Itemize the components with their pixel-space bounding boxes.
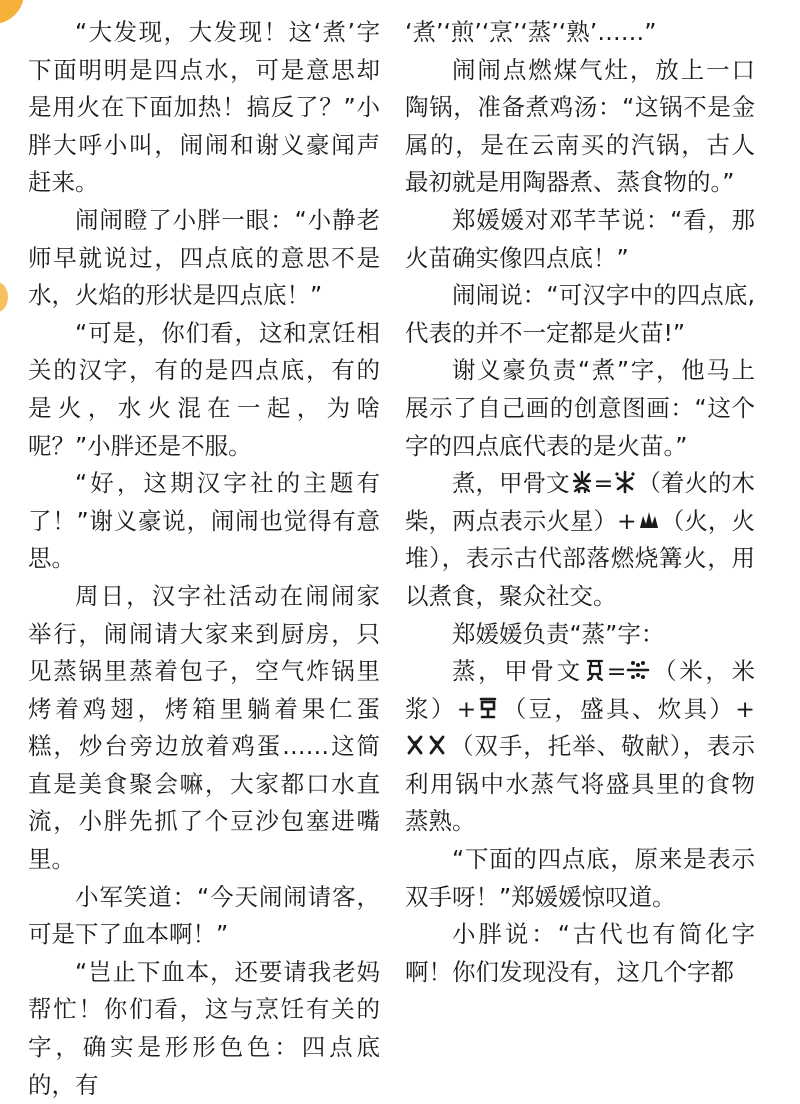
- paragraph: 小军笑道：“今天闹闹请客，可是下了血本啊！”: [28, 882, 380, 949]
- equals-sign: =: [606, 657, 627, 686]
- zhu-etymology-paragraph: [405, 465, 755, 615]
- oracle-fire-glyph-icon: [637, 508, 661, 532]
- paragraph: 周日，汉字社活动在闹闹家举行，闹闹请大家来到厨房，只见蒸锅里蒸着包子，空气炸锅里烤着鸡翅，烤箱里躺着果仁蛋糕，炒台旁边放着鸡蛋……这简直是美食聚会嘛，大家都口水直流，小胖先抓了个豆沙包塞进嘴里。: [28, 581, 380, 874]
- paragraph: “可是，你们看，这和烹饪相关的汉字，有的是四点底，有的是火，水火混在一起，为啥呢？”小胖还是不服。: [28, 318, 380, 460]
- zheng-text-3: （双手，托举、敬献），表示利用锅中水蒸气将盛具里的食物蒸熟。: [405, 732, 755, 836]
- orange-side-decoration: [0, 282, 8, 312]
- left-column: [28, 14, 380, 1104]
- oracle-burning-wood-glyph-icon: [613, 470, 637, 494]
- zhu-lead: 煮，甲骨文: [452, 469, 570, 498]
- paragraph-continuation: ‘煮’‘煎’‘烹’‘蒸’‘熟’……”: [405, 18, 657, 46]
- orange-corner-decoration: [0, 0, 24, 24]
- oracle-dou-glyph-icon: [476, 696, 500, 720]
- paragraph: 闹闹瞪了小胖一眼：“小静老师早就说过，四点底的意思不是水，火焰的形状是四点底！”: [28, 205, 380, 310]
- paragraph: 闹闹点燃煤气灶，放上一口陶锅，准备煮鸡汤：“这锅不是金属的，是在云南买的汽锅，古人最初就是用陶器煮、蒸食物的。”: [405, 55, 755, 197]
- paragraph: 小胖说：“古代也有简化字啊！你们发现没有，这几个字都: [405, 920, 755, 986]
- paragraph: “下面的四点底，原来是表示双手呀！”郑媛媛惊叹道。: [405, 845, 755, 911]
- zhu-text-2: （火，火堆），表示古代部落燃烧篝火，用以煮食，聚众社交。: [405, 506, 755, 610]
- zheng-text-1: （米，米浆）+: [405, 657, 756, 723]
- paragraph: 谢义豪负责“煮”字，他马上展示了自己画的创意图画：“这个字的四点底代表的是火苗。”: [405, 356, 755, 460]
- paragraph: 闹闹说：“可汉字中的四点底,代表的并不一定都是火苗!”: [405, 281, 755, 347]
- right-column: [405, 14, 755, 991]
- paragraph: 郑媛媛负责“蒸”字：: [452, 619, 665, 648]
- zheng-lead: 蒸，甲骨文: [452, 657, 583, 686]
- paragraph: 郑媛媛对邓芊芊说：“看，那火苗确实像四点底！”: [405, 205, 755, 272]
- paragraph: “好，这期汉字社的主题有了！”谢义豪说，闹闹也觉得有意思。: [28, 469, 380, 573]
- oracle-zhu-glyph-icon: [570, 470, 594, 494]
- zheng-etymology-paragraph: [405, 653, 755, 841]
- oracle-hands-glyph-icon: [405, 733, 449, 757]
- oracle-zheng-glyph-icon: [583, 658, 607, 682]
- zhu-text-1: （着火的木柴，两点表示火星）+: [405, 469, 756, 535]
- equals-sign: =: [593, 469, 614, 498]
- paragraph: “岂止下血本，还要请我老妈帮忙！你们看，这与烹饪有关的字，确实是形形色色：四点底的，有: [28, 957, 380, 1099]
- zheng-text-2: （豆，盛具、炊具）+: [500, 694, 755, 723]
- paragraph: “大发现，大发现！这‘煮’字下面明明是四点水，可是意思却是用火在下面加热！搞反了？”小胖大呼小叫，闹闹和谢义豪闻声赶来。: [28, 18, 380, 197]
- oracle-rice-glyph-icon: [626, 658, 650, 682]
